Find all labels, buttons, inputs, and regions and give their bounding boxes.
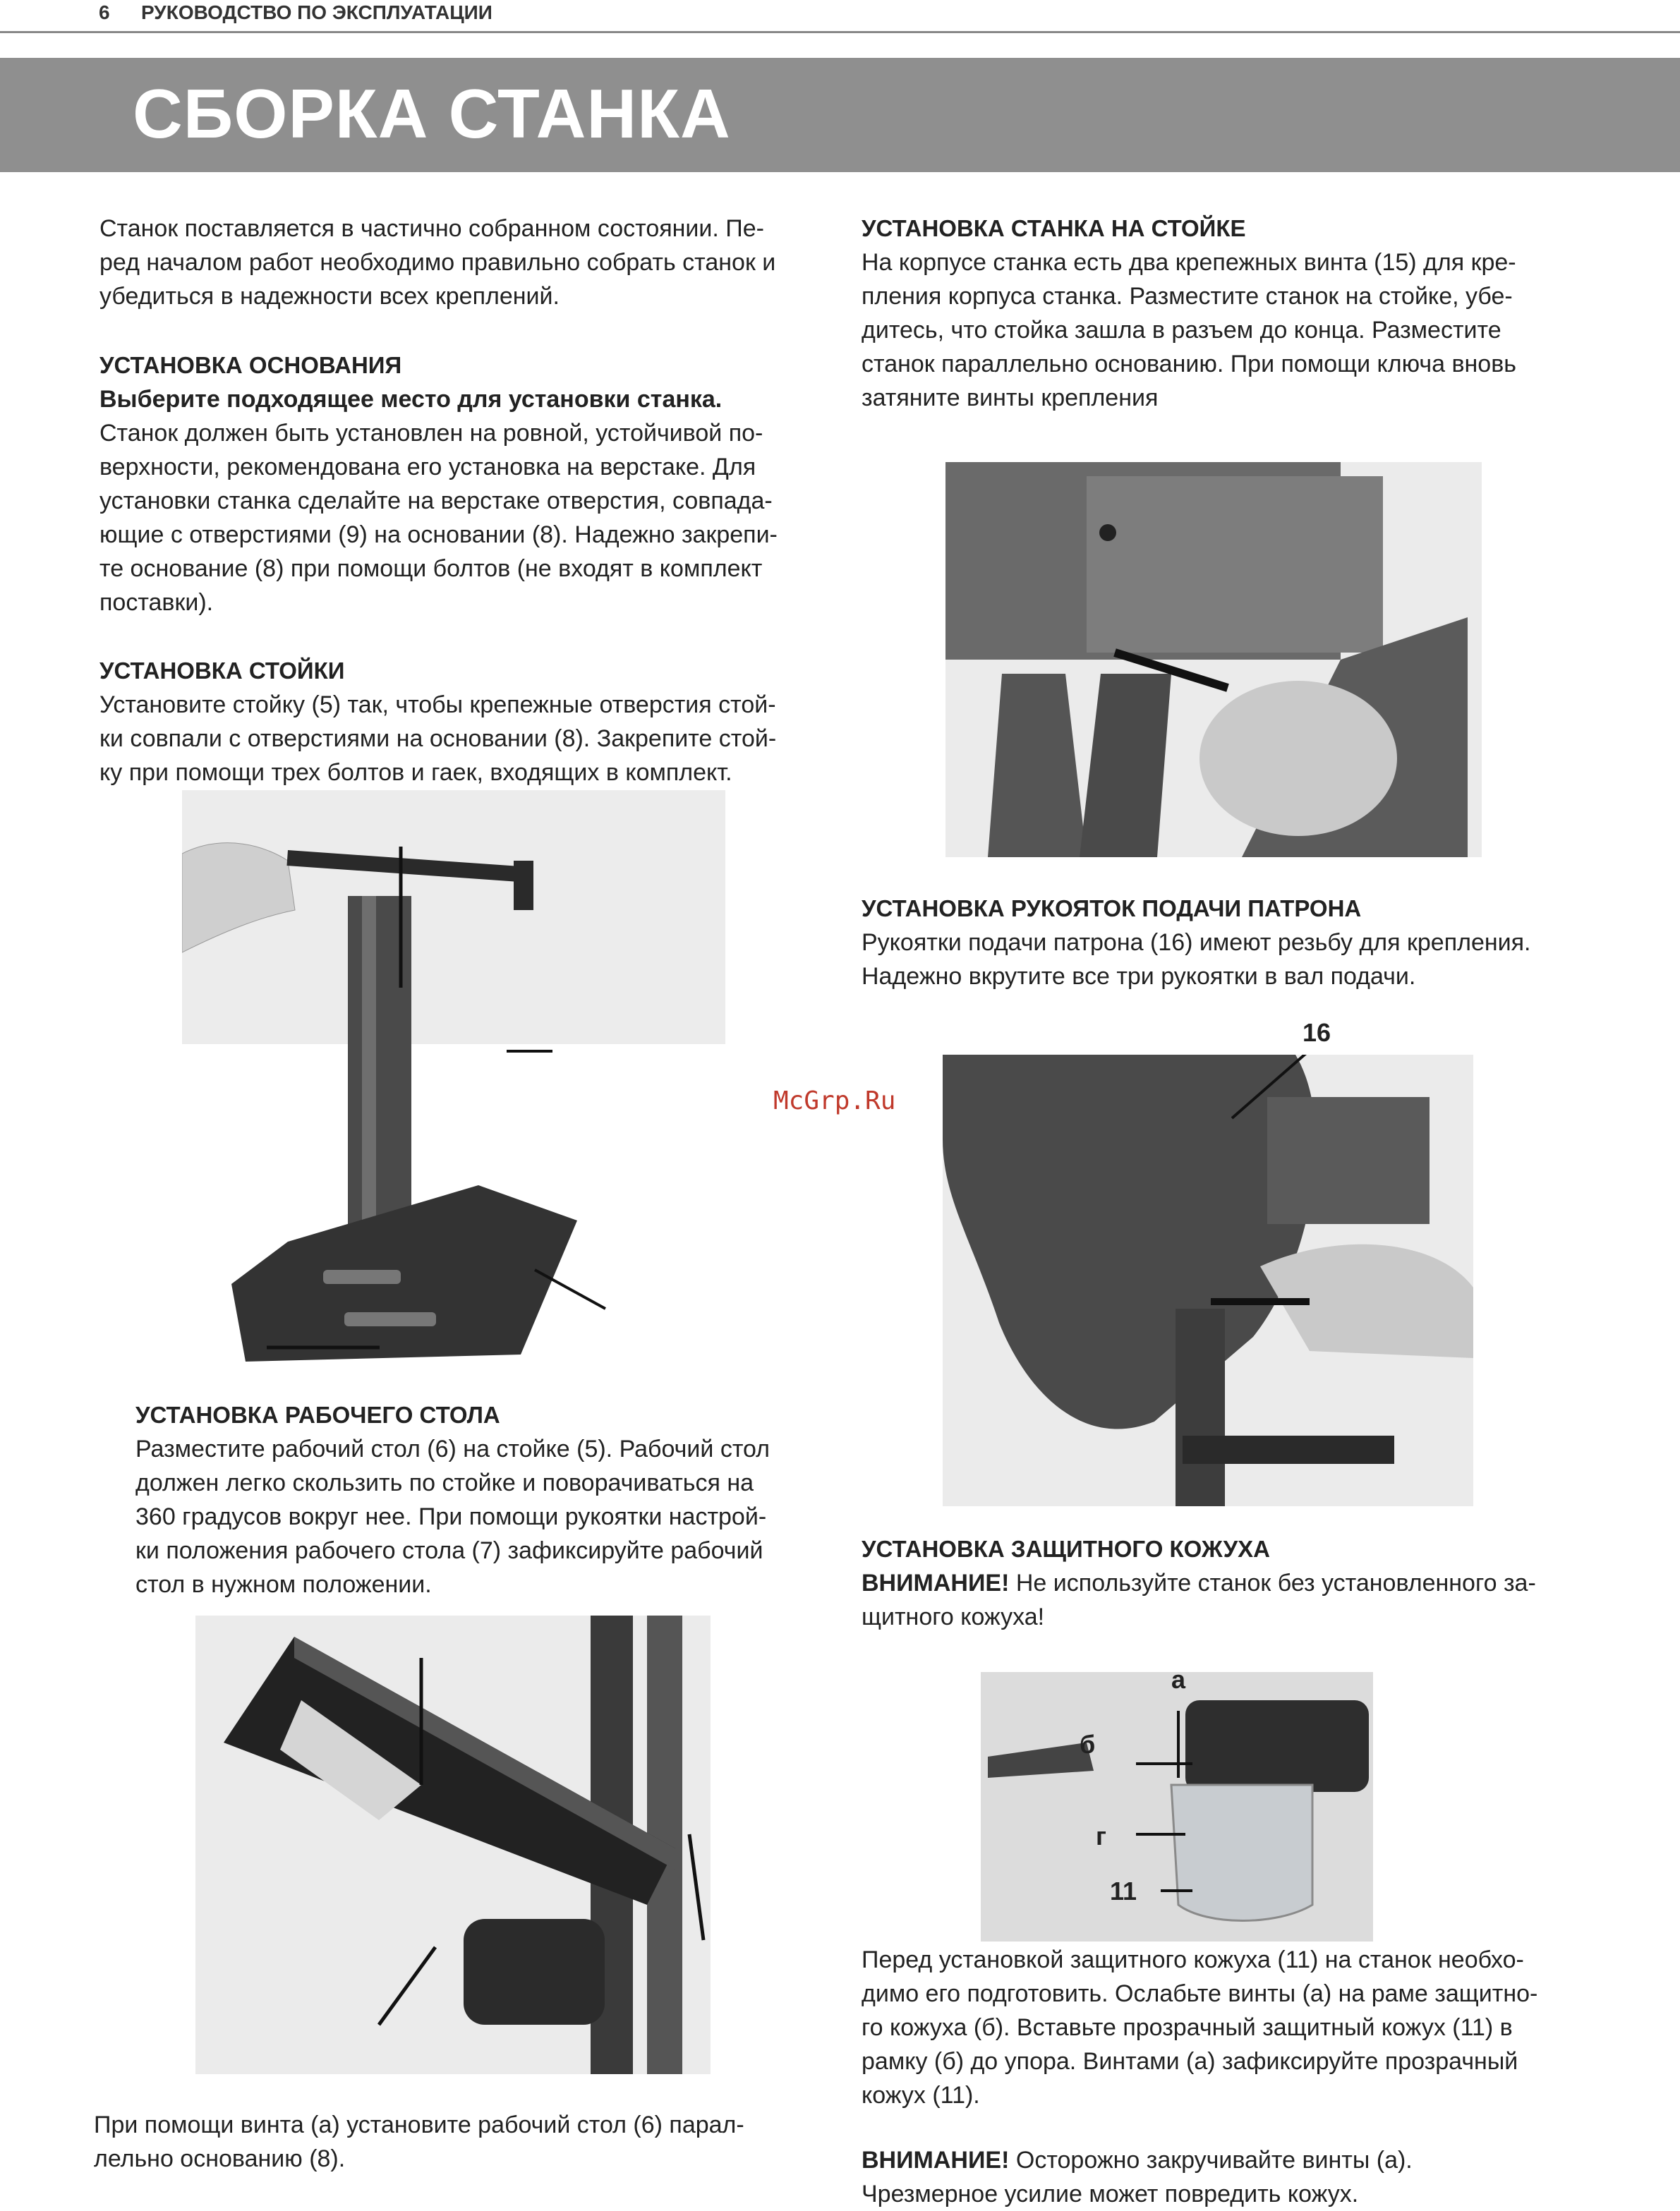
page-number: 6 [99,1,110,23]
mount-photo [945,462,1482,857]
final-warning: ВНИМАНИЕ! Осторожно закручивайте винты (а). Чрезмерное усилие может повредить кожух. [862,2147,1413,2207]
mount-heading: УСТАНОВКА СТАНКА НА СТОЙКЕ [862,215,1246,241]
guard-photo [981,1672,1373,1942]
base-bold-lead: Выберите подходящее место для установки станка. [99,386,723,413]
header-divider [0,31,1680,33]
guard-heading: УСТАНОВКА ЗАЩИТНОГО КОЖУХА [862,1536,1270,1562]
column-heading: УСТАНОВКА СТОЙКИ [99,658,345,684]
handles-section: УСТАНОВКА РУКОЯТОК ПОДАЧИ ПАТРОНА Рукоятки подачи патрона (16) имеют резьбу для крепления. Надежно вкрутите все три рукоятки в вал подачи. [862,892,1578,993]
guard-section: УСТАНОВКА ЗАЩИТНОГО КОЖУХА ВНИМАНИЕ! Не используйте станок без установленного за- щитного кожуха! [862,1532,1578,1634]
callout-16: 16 [1303,1018,1331,1047]
callout-11: 11 [1110,1877,1137,1906]
handles-heading: УСТАНОВКА РУКОЯТОК ПОДАЧИ ПАТРОНА [862,895,1362,921]
callout-b: б [1080,1730,1096,1759]
base-heading: УСТАНОВКА ОСНОВАНИЯ [99,352,402,378]
mount-section: УСТАНОВКА СТАНКА НА СТОЙКЕ На корпусе станка есть два крепежных винта (15) для кре- пления корпуса станка. Разместите станок на стойке, убе- дитесь, что стойка зашла в разъем до конца. Разместите станок параллельно основанию. При помощи ключа вновь затяните винты крепления [862,212,1578,415]
handles-photo [943,1055,1473,1506]
intro-paragraph: Станок поставляется в частично собранном состоянии. Пе- ред началом работ необходимо правильно собрать станок и убедиться в надежности всех креплений. [99,215,776,310]
guard-warning-label: ВНИМАНИЕ! [862,1570,1010,1597]
table-heading: УСТАНОВКА РАБОЧЕГО СТОЛА [135,1402,500,1428]
callout-a: а [1171,1665,1186,1694]
table-note: При помощи винта (а) установите рабочий стол (6) парал- лельно основанию (8). [94,2112,744,2172]
table-section: УСТАНОВКА РАБОЧЕГО СТОЛА Разместите рабочий стол (6) на стойке (5). Рабочий стол должен легко скользить по стойке и поворачиваться на 360 градусов вокруг нее. При помощи рукоятки настрой- ки положения рабочего стола (7) зафиксируйте рабочий стол в нужном положении. [135,1398,813,1601]
base-section: УСТАНОВКА ОСНОВАНИЯ Выберите подходящее место для установки станка. Станок должен быть установлен на ровной, устойчивой по- верхности, рекомендована его установка на верстаке. Для установки станка сделайте на верстаке отверстия, совпада- ющие с отверстиями (9) на основании (8). Надежно закрепи- те основание (8) при помощи болтов (не входят в комплект поставки). [99,349,812,619]
guard-instructions: Перед установкой защитного кожуха (11) на станок необхо- димо его подготовить. Ослабьте винты (а) на раме защитно- го кожуха (б). Вставьте прозрачный защитный кожух (11) в рамку (б) до упора. Винтами (а) зафиксируйте прозрачный кожух (11). [862,1946,1538,2109]
watermark: McGrp.Ru [773,1086,896,1115]
column-install-photo [182,790,725,1369]
section-title: СБОРКА СТАНКА [133,75,731,152]
column-section: УСТАНОВКА СТОЙКИ Установите стойку (5) так, чтобы крепежные отверстия стой- ки совпали с отверстиями на основании (8). Закрепите стой- ку при помощи трех болтов и гаек, входящих в комплект. [99,654,812,789]
work-table-photo [195,1616,711,2074]
callout-g: г [1096,1822,1106,1850]
final-warning-label: ВНИМАНИЕ! [862,2147,1010,2174]
document-title: РУКОВОДСТВО ПО ЭКСПЛУАТАЦИИ [141,1,492,23]
